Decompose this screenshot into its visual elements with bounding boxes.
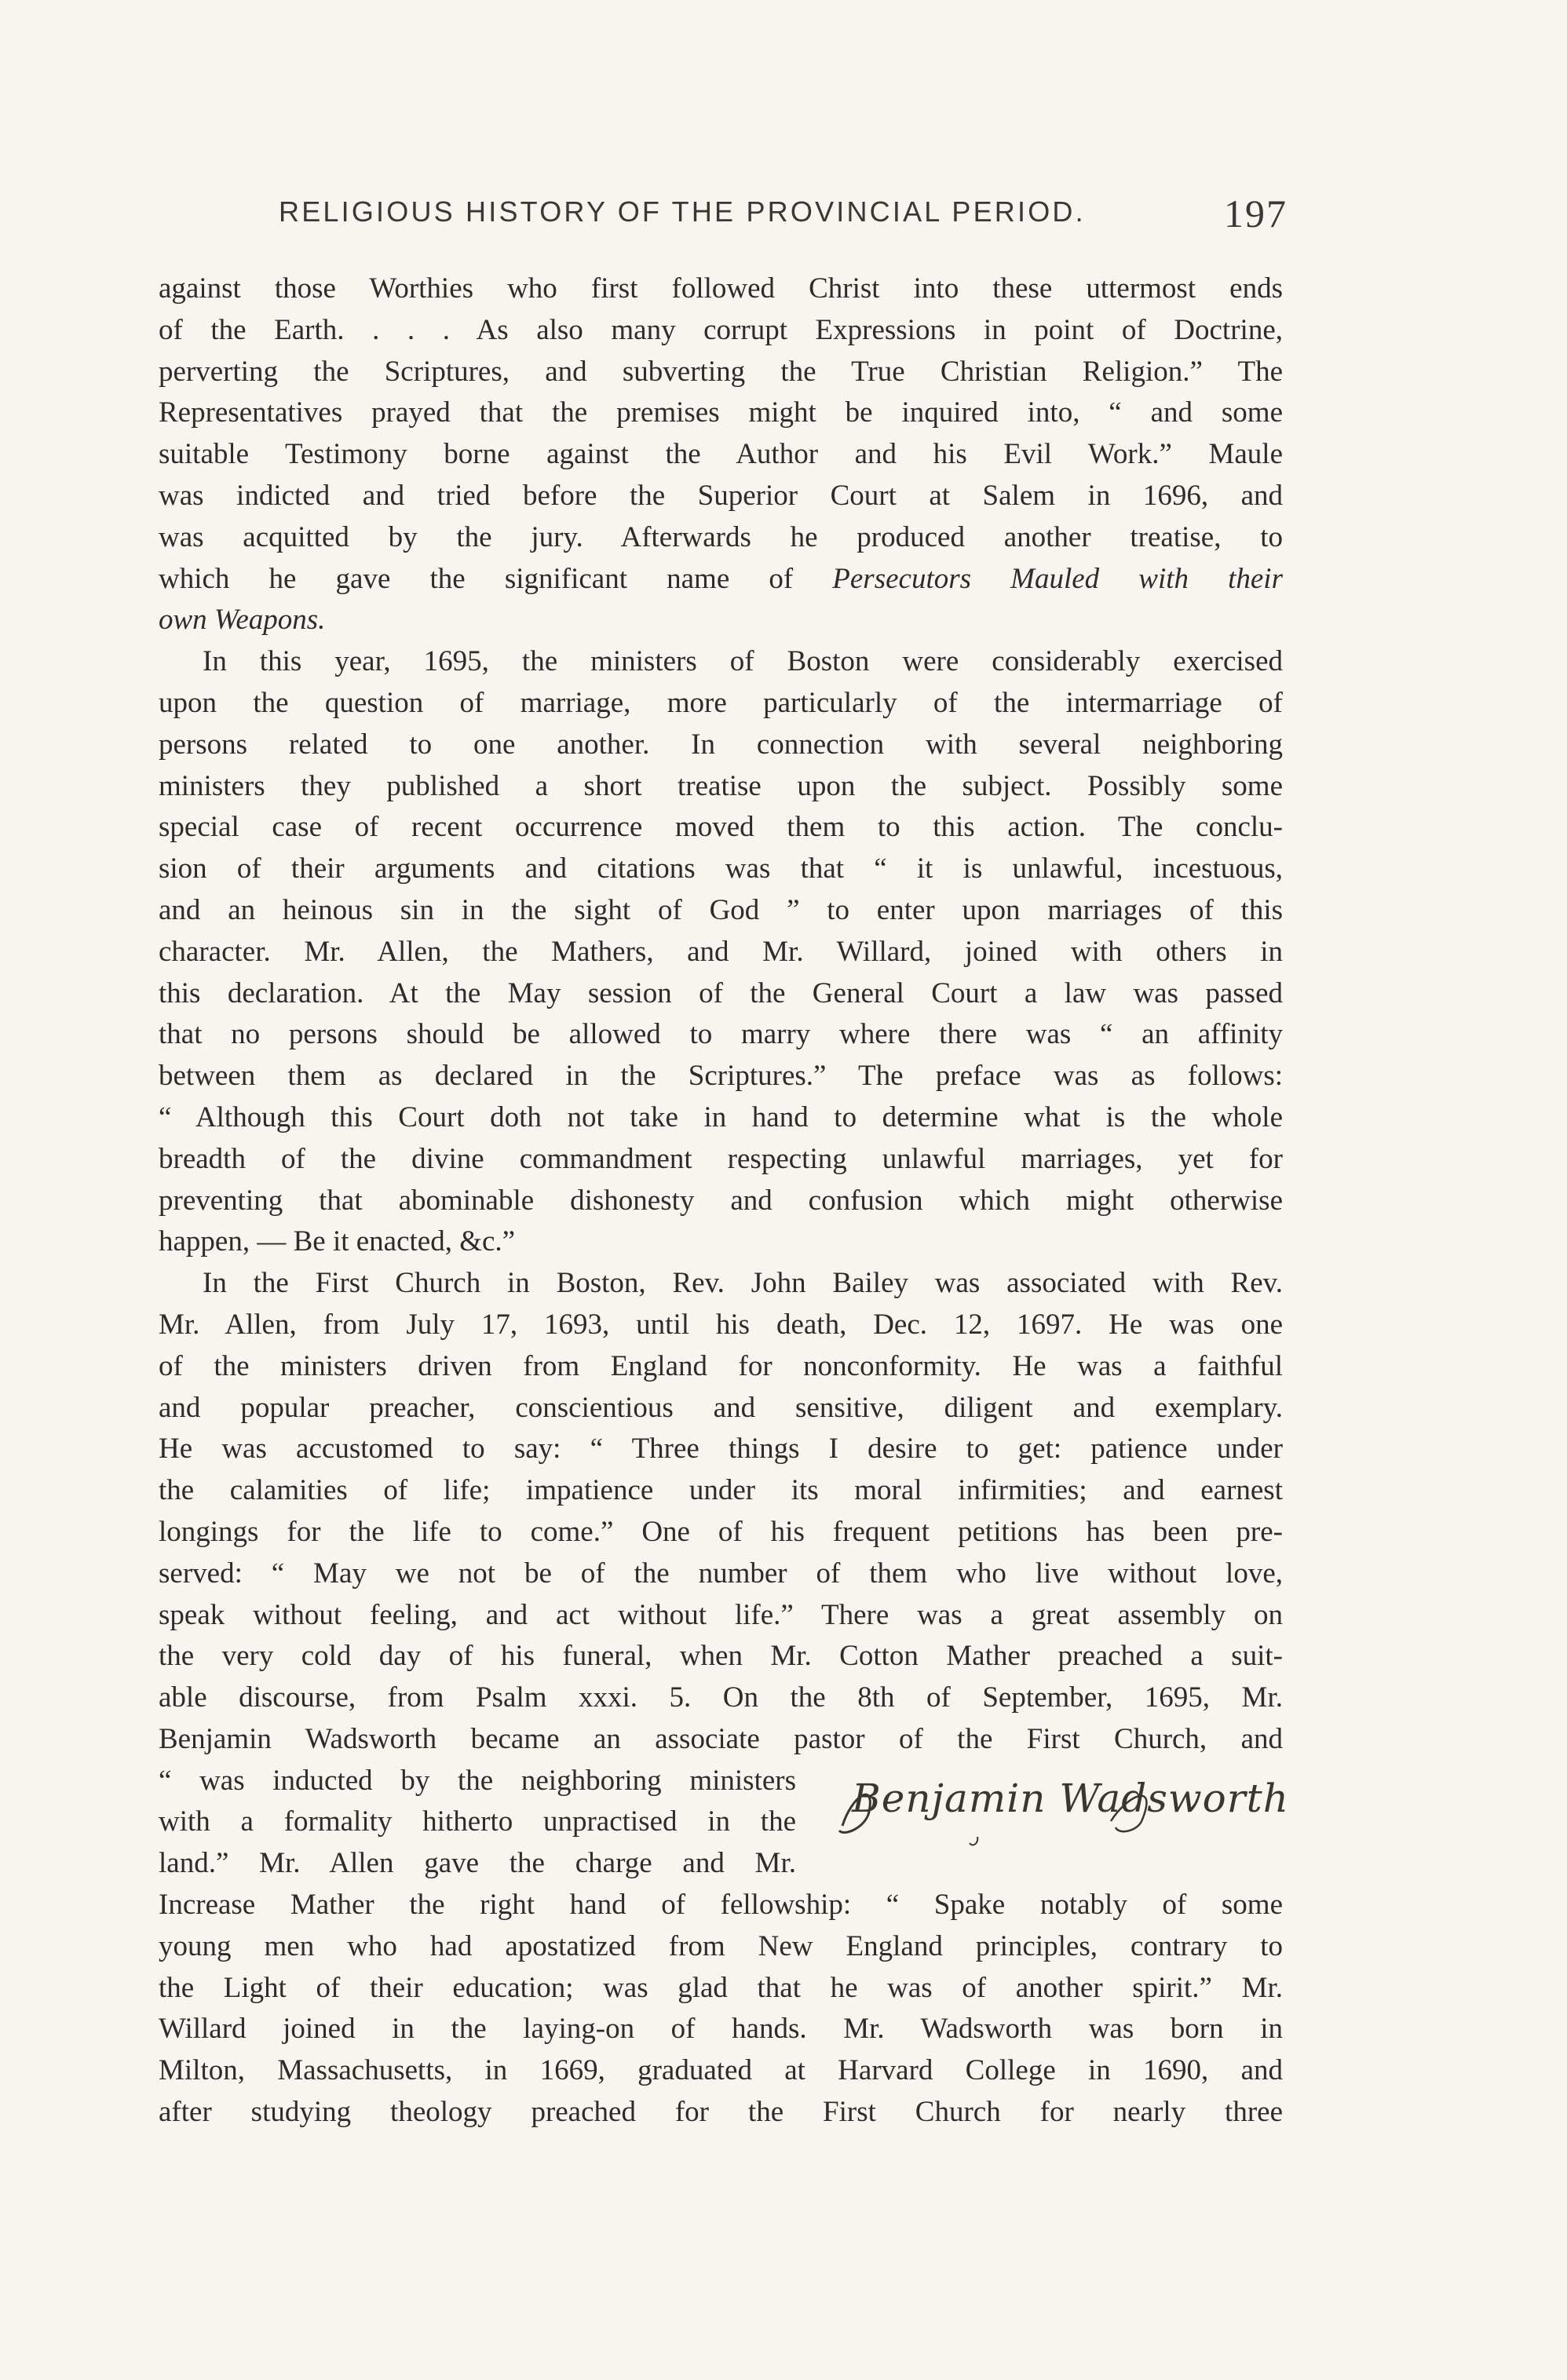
text-line: longings for the life to come.” One of his frequent petitions has been pre- xyxy=(159,1515,1283,1548)
paragraph-start: In the First Church in Boston, Rev. John Bailey was associated with Rev. xyxy=(203,1267,1283,1300)
body-text xyxy=(159,268,1283,2134)
text-line: young men who had apostatized from New England principles, contrary to xyxy=(159,1929,1283,1962)
text-run: which he gave the significant name of xyxy=(159,562,794,595)
text-line: character. Mr. Allen, the Mathers, and Mr. Willard, joined with others in xyxy=(159,935,1283,968)
text-line: Milton, Massachusetts, in 1669, graduated at Harvard College in 1690, and xyxy=(159,2054,1283,2087)
text-line: served: “ May we not be of the number of them who live without love, xyxy=(159,1557,1283,1590)
text-line: was indicted and tried before the Superior Court at Salem in 1696, and xyxy=(159,479,1283,512)
text-line: sion of their arguments and citations was that “ it is unlawful, incestuous, xyxy=(159,852,1283,885)
text-line: of the Earth. . . . As also many corrupt Expressions in point of Doctrine, xyxy=(159,313,1283,346)
text-line: preventing that abominable dishonesty and confusion which might otherwise xyxy=(159,1184,1283,1217)
text-line: Mr. Allen, from July 17, 1693, until his death, Dec. 12, 1697. He was one xyxy=(159,1308,1283,1341)
text-line: Benjamin Wadsworth became an associate pastor of the First Church, and xyxy=(159,1722,1283,1755)
paragraph-start: In this year, 1695, the ministers of Boston were considerably exercised xyxy=(203,645,1283,678)
text-run: “ was inducted by the neighboring ministers xyxy=(159,1764,796,1797)
signature-text: Benjamin Wadsworth xyxy=(852,1776,1289,1821)
text-line: the Light of their education; was glad that he was of another spirit.” Mr. xyxy=(159,1971,1283,2004)
text-line: was acquitted by the jury. Afterwards he produced another treatise, to xyxy=(159,520,1283,553)
text-line: between them as declared in the Scriptures.” The preface was as follows: xyxy=(159,1060,1283,1093)
text-line: against those Worthies who first followed Christ into these uttermost ends xyxy=(159,272,1283,305)
text-line: upon the question of marriage, more particularly of the intermarriage of xyxy=(159,686,1283,719)
text-line: breadth of the divine commandment respecting unlawful marriages, yet for xyxy=(159,1142,1283,1175)
text-line: special case of recent occurrence moved them to this action. The conclu- xyxy=(159,811,1283,844)
page-header xyxy=(279,191,1288,246)
text-line: perverting the Scriptures, and subverting the True Christian Religion.” The xyxy=(159,355,1283,388)
text-line: happen, — Be it enacted, &c.” xyxy=(159,1225,516,1258)
book-title-italic: Persecutors Mauled with their xyxy=(832,562,1283,595)
text-line: persons related to one another. In connection with several neighboring xyxy=(159,728,1283,761)
text-line: that no persons should be allowed to marry where there was “ an affinity xyxy=(159,1018,1283,1051)
text-line: the very cold day of his funeral, when Mr. Cotton Mather preached a suit- xyxy=(159,1640,1283,1673)
text-line: He was accustomed to say: “ Three things I desire to get: patience under xyxy=(159,1433,1283,1466)
text-line: Representatives prayed that the premises might be inquired into, “ and some xyxy=(159,396,1283,429)
text-line: “ Although this Court doth not take in hand to determine what is the whole xyxy=(159,1101,1283,1133)
text-line: suitable Testimony borne against the Author and his Evil Work.” Maule xyxy=(159,438,1283,471)
page-number: 197 xyxy=(1224,192,1288,235)
signature-facsimile xyxy=(828,1765,1299,1851)
text-line xyxy=(159,559,1283,600)
text-line: ministers they published a short treatise upon the subject. Possibly some xyxy=(159,769,1283,802)
text-line: after studying theology preached for the First Church for nearly three xyxy=(159,2096,1283,2129)
text-line: and an heinous sin in the sight of God ” to enter upon marriages of this xyxy=(159,893,1283,926)
text-line: speak without feeling, and act without life.” There was a great assembly on xyxy=(159,1598,1283,1631)
running-title: RELIGIOUS HISTORY OF THE PROVINCIAL PERIOD. xyxy=(279,195,1086,228)
text-line: able discourse, from Psalm xxxi. 5. On the 8th of September, 1695, Mr. xyxy=(159,1681,1283,1714)
text-line xyxy=(159,600,1283,641)
text-run: land.” Mr. Allen gave the charge and Mr. xyxy=(159,1847,796,1880)
text-line: of the ministers driven from England for nonconformity. He was a faithful xyxy=(159,1349,1283,1382)
text-run: with a formality hitherto unpractised in the xyxy=(159,1805,796,1838)
text-line: and popular preacher, conscientious and sensitive, diligent and exemplary. xyxy=(159,1391,1283,1424)
text-line: Increase Mather the right hand of fellowship: “ Spake notably of some xyxy=(159,1889,1283,1922)
text-line: the calamities of life; impatience under its moral infirmities; and earnest xyxy=(159,1474,1283,1507)
text-line: this declaration. At the May session of the General Court a law was passed xyxy=(159,976,1283,1009)
book-title-italic: own Weapons. xyxy=(159,604,326,637)
text-line: Willard joined in the laying-on of hands. Mr. Wadsworth was born in xyxy=(159,2013,1283,2046)
